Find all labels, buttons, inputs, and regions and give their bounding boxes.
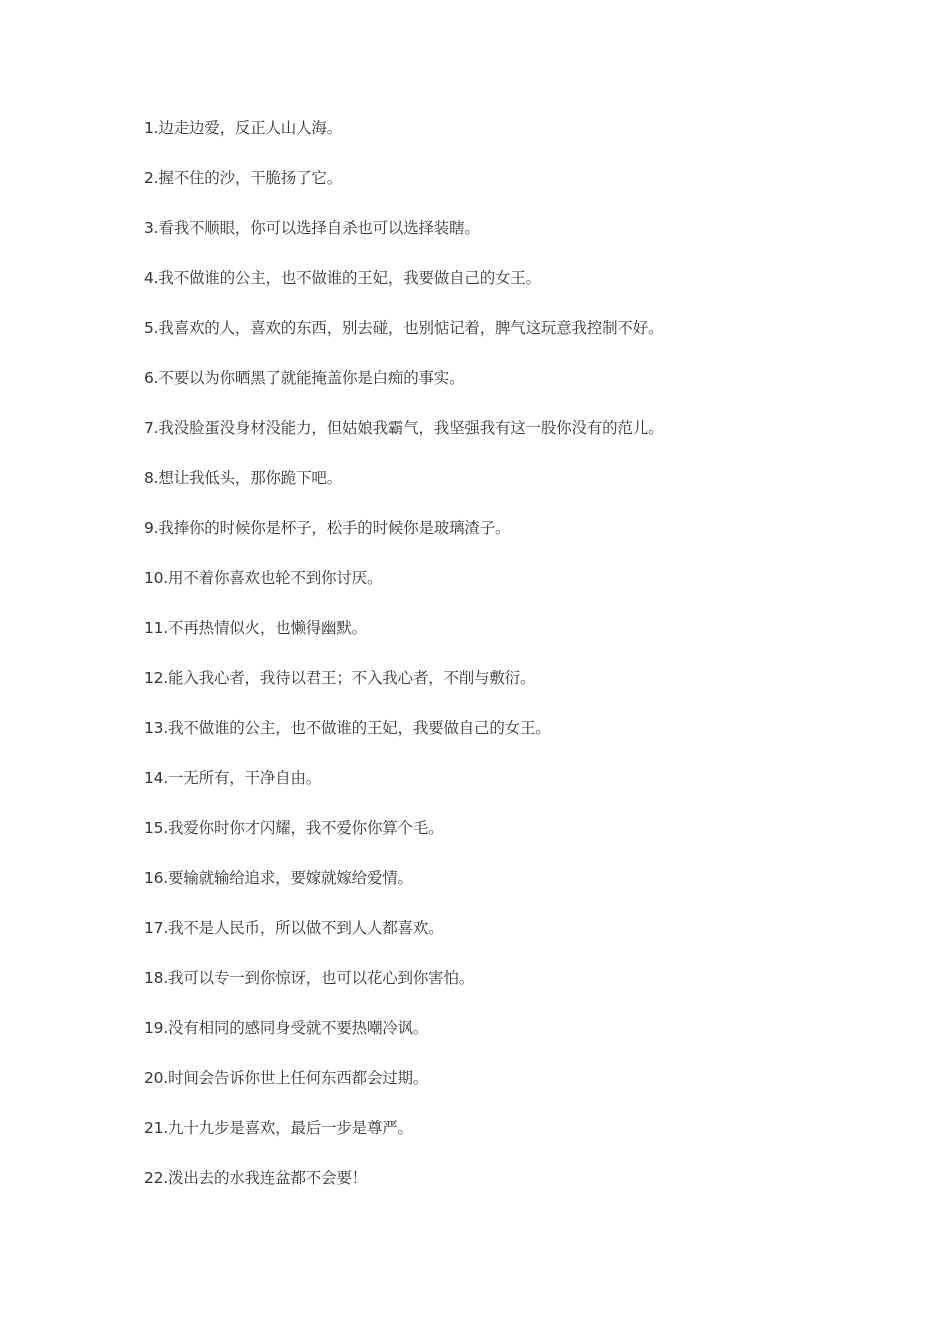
quote-item-21: 21.九十九步是喜欢，最后一步是尊严。 [144,1119,413,1137]
quote-item-22: 22.泼出去的水我连盆都不会要！ [144,1169,367,1187]
quote-item-15: 15.我爱你时你才闪耀，我不爱你你算个毛。 [144,819,444,837]
quote-item-8: 8.想让我低头，那你跪下吧。 [144,469,342,487]
quote-list [144,116,663,1216]
quote-item-5: 5.我喜欢的人，喜欢的东西，别去碰，也别惦记着，脾气这玩意我控制不好。 [144,319,664,337]
quote-item-12: 12.能入我心者，我待以君王；不入我心者，不削与敷衍。 [144,669,536,687]
quote-item-17: 17.我不是人民币，所以做不到人人都喜欢。 [144,919,444,937]
quote-item-1: 1.边走边爱，反正人山人海。 [144,119,342,137]
quote-item-14: 14.一无所有，干净自由。 [144,769,322,787]
quote-item-3: 3.看我不顺眼，你可以选择自杀也可以选择装瞎。 [144,219,480,237]
quote-item-6: 6.不要以为你晒黑了就能掩盖你是白痴的事实。 [144,369,465,387]
quote-item-13: 13.我不做谁的公主，也不做谁的王妃，我要做自己的女王。 [144,719,551,737]
quote-item-19: 19.没有相同的感同身受就不要热嘲冷讽。 [144,1019,429,1037]
quote-item-16: 16.要输就输给追求，要嫁就嫁给爱情。 [144,869,413,887]
quote-item-10: 10.用不着你喜欢也轮不到你讨厌。 [144,569,383,587]
quote-item-20: 20.时间会告诉你世上任何东西都会过期。 [144,1069,429,1087]
quote-item-4: 4.我不做谁的公主，也不做谁的王妃，我要做自己的女王。 [144,269,541,287]
quote-item-9: 9.我捧你的时候你是杯子，松手的时候你是玻璃渣子。 [144,519,511,537]
quote-item-18: 18.我可以专一到你惊讶，也可以花心到你害怕。 [144,969,475,987]
quote-item-2: 2.握不住的沙，干脆扬了它。 [144,169,342,187]
quote-item-7: 7.我没脸蛋没身材没能力，但姑娘我霸气，我坚强我有这一股你没有的范儿。 [144,419,664,437]
quote-item-11: 11.不再热情似火，也懒得幽默。 [144,619,367,637]
